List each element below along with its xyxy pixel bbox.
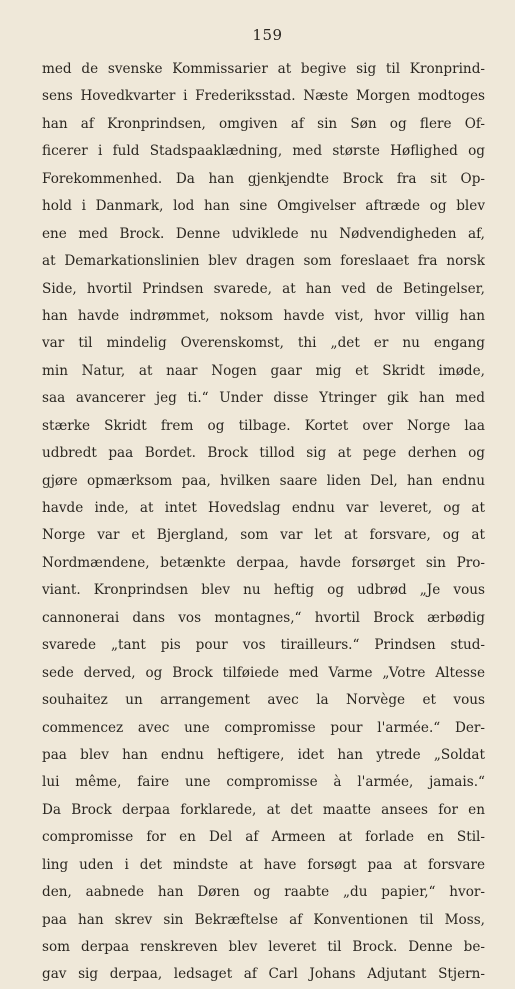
text-line: cannonerai dans vos montagnes,“ hvortil Brock ærbødig	[42, 609, 485, 626]
text-line: paa blev han endnu heftigere, idet han ytrede „Soldat	[42, 746, 485, 763]
text-line: Nordmændene, betænkte derpaa, havde forsørget sin Pro-	[42, 554, 485, 571]
text-line: hold i Danmark, lod han sine Omgivelser aftræde og blev	[42, 198, 485, 215]
text-line: Norge var et Bjergland, som var let at forsvare, og at	[42, 527, 485, 544]
text-line: at Demarkationslinien blev dragen som foreslaaet fra norsk	[42, 253, 485, 270]
text-line: paa han skrev sin Bekræftelse af Konventionen til Moss,	[42, 911, 485, 928]
text-line: ling uden i det mindste at have forsøgt paa at forsvare	[42, 856, 485, 873]
text-line: souhaitez un arrangement avec la Norvège et vous	[42, 692, 485, 709]
text-line: viant. Kronprindsen blev nu heftig og udbrød „Je vous	[42, 582, 485, 599]
text-line: som derpaa renskreven blev leveret til Brock. Denne be-	[42, 939, 485, 955]
text-line: var til mindelig Overenskomst, thi „det er nu engang	[42, 335, 485, 352]
body-text	[42, 56, 485, 989]
text-line: commencez avec une compromisse pour l'armée.“ Der-	[42, 719, 485, 736]
text-line: Da Brock derpaa forklarede, at det maatte ansees for en	[42, 801, 485, 818]
text-line: svarede „tant pis pour vos tirailleurs.“ Prindsen stud-	[42, 637, 485, 654]
text-line: sens Hovedkvarter i Frederiksstad. Næste Morgen modtoges	[42, 88, 485, 105]
text-line: Forekommenhed. Da han gjenkjendte Brock fra sit Op-	[42, 170, 485, 187]
text-line: gjøre opmærksom paa, hvilken saare liden Del, han endnu	[42, 472, 485, 489]
text-line: han havde indrømmet, noksom havde vist, hvor villig han	[42, 307, 485, 324]
text-line: han af Kronprindsen, omgiven af sin Søn og flere Of-	[42, 115, 485, 132]
text-line: den, aabnede han Døren og raabte „du papier,“ hvor-	[42, 884, 485, 901]
text-line: udbredt paa Bordet. Brock tillod sig at pege derhen og	[42, 445, 485, 462]
text-line: ene med Brock. Denne udviklede nu Nødvendigheden af,	[42, 225, 485, 242]
page-number: 159	[252, 26, 283, 44]
text-line: min Natur, at naar Nogen gaar mig et Skridt imøde,	[42, 362, 485, 379]
text-line: compromisse for en Del af Armeen at forlade en Stil-	[42, 829, 485, 846]
text-line: lui même, faire une compromisse à l'armée, jamais.“	[42, 774, 485, 791]
text-line: saa avancerer jeg ti.“ Under disse Ytringer gik han med	[42, 390, 485, 407]
text-line: gav sig derpaa, ledsaget af Carl Johans Adjutant Stjern-	[42, 966, 485, 983]
text-line: havde inde, at intet Hovedslag endnu var leveret, og at	[42, 500, 485, 516]
text-line: ficerer i fuld Stadspaaklædning, med største Høflighed og	[42, 143, 485, 160]
text-line: sede derved, og Brock tilføiede med Varme „Votre Altesse	[42, 664, 485, 681]
text-line: stærke Skridt frem og tilbage. Kortet over Norge laa	[42, 417, 485, 434]
text-line: med de svenske Kommissarier at begive sig til Kronprind-	[42, 61, 485, 77]
text-line: Side, hvortil Prindsen svarede, at han ved de Betingelser,	[42, 280, 485, 297]
